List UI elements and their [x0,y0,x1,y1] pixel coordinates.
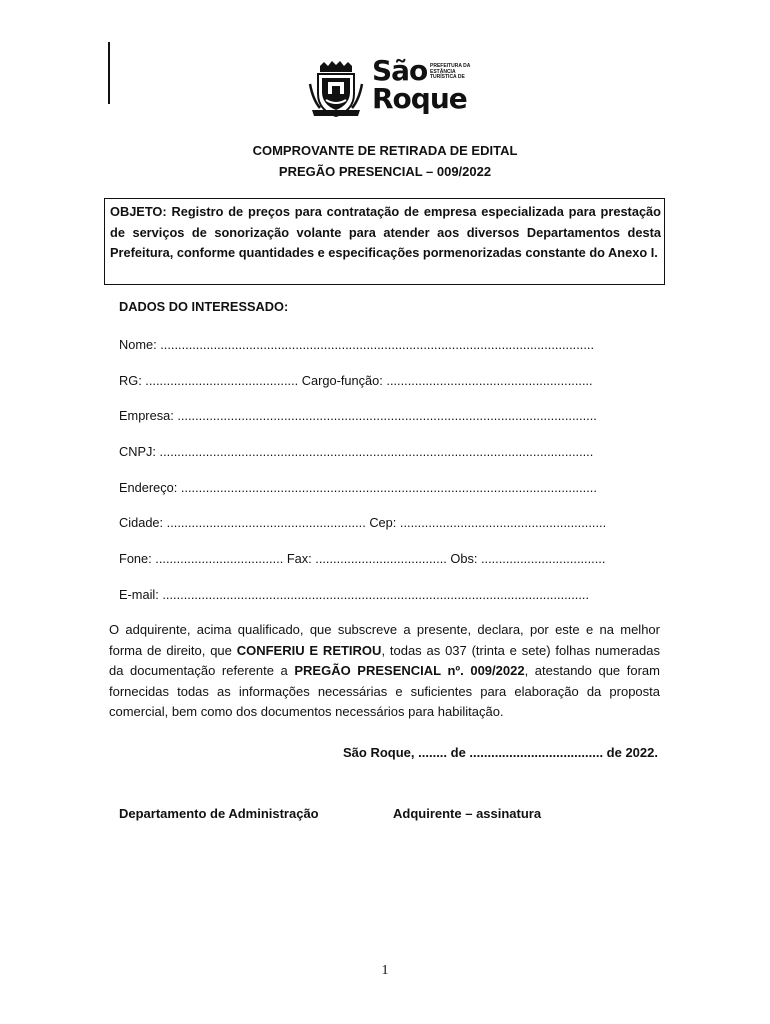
declaration-text-2: , todas as 037 (trinta e sete) folhas numeradas da documentação referente a [109,642,660,678]
page-number: 1 [381,963,389,978]
nome-field[interactable]: Nome: .......................................................................................................................... [119,337,595,352]
declaration-text-3: , atestando que foram fornecidas todas as informações necessárias e suficientes para elaboração da proposta comercial, bem como dos documentos necessários para habilitação. [109,663,660,719]
declaration-bold-2: PREGÃO PRESENCIAL nº. 009/2022 [294,663,525,678]
cidade-cep-field[interactable]: Cidade: ........................................................ Cep: .......................................................... [119,515,607,530]
endereco-field[interactable]: Endereço: ..................................................................................................................... [119,480,597,495]
sao-roque-logo [308,54,471,118]
declaration-paragraph [109,620,660,723]
date-line: São Roque, ........ de ..................................... de 2022. [343,745,658,760]
email-field[interactable]: E-mail: ........................................................................................................................ [119,587,590,602]
brand-roque: Roque [372,82,467,115]
declaration-text-1: O adquirente, acima qualificado, que subscreve a presente, declara, por este e na melhor forma de direito, que [109,622,660,658]
brand-subtitle: PREFEITURA DA ESTÂNCIA TURÍSTICA DE [430,63,471,80]
coat-of-arms-icon [308,60,364,118]
margin-bar [108,42,110,104]
fone-fax-obs-field[interactable]: Fone: .................................... Fax: ..................................... Obs: ................................... [119,551,606,566]
declaration-bold-1: CONFERIU E RETIROU [236,642,382,658]
brand-sao: São [372,54,428,87]
objeto-box: OBJETO: Registro de preços para contratação de empresa especializada para prestação de serviços de sonorização volante para atender aos diversos Departamentos desta Prefeitura, conforme quantidades e especificações pormenorizadas constante do Anexo I. [104,198,665,285]
empresa-field[interactable]: Empresa: ...................................................................................................................... [119,408,597,423]
cnpj-field[interactable]: CNPJ: .......................................................................................................................... [119,444,594,459]
dados-heading: DADOS DO INTERESSADO: [119,299,289,314]
rg-cargo-field[interactable]: RG: ........................................... Cargo-função: .......................................................... [119,373,593,388]
signature-department: Departamento de Administração [119,806,319,821]
document-subtitle: PREGÃO PRESENCIAL – 009/2022 [278,164,492,179]
signature-acquirer: Adquirente – assinatura [393,806,542,821]
document-title: COMPROVANTE DE RETIRADA DE EDITAL [252,143,518,158]
